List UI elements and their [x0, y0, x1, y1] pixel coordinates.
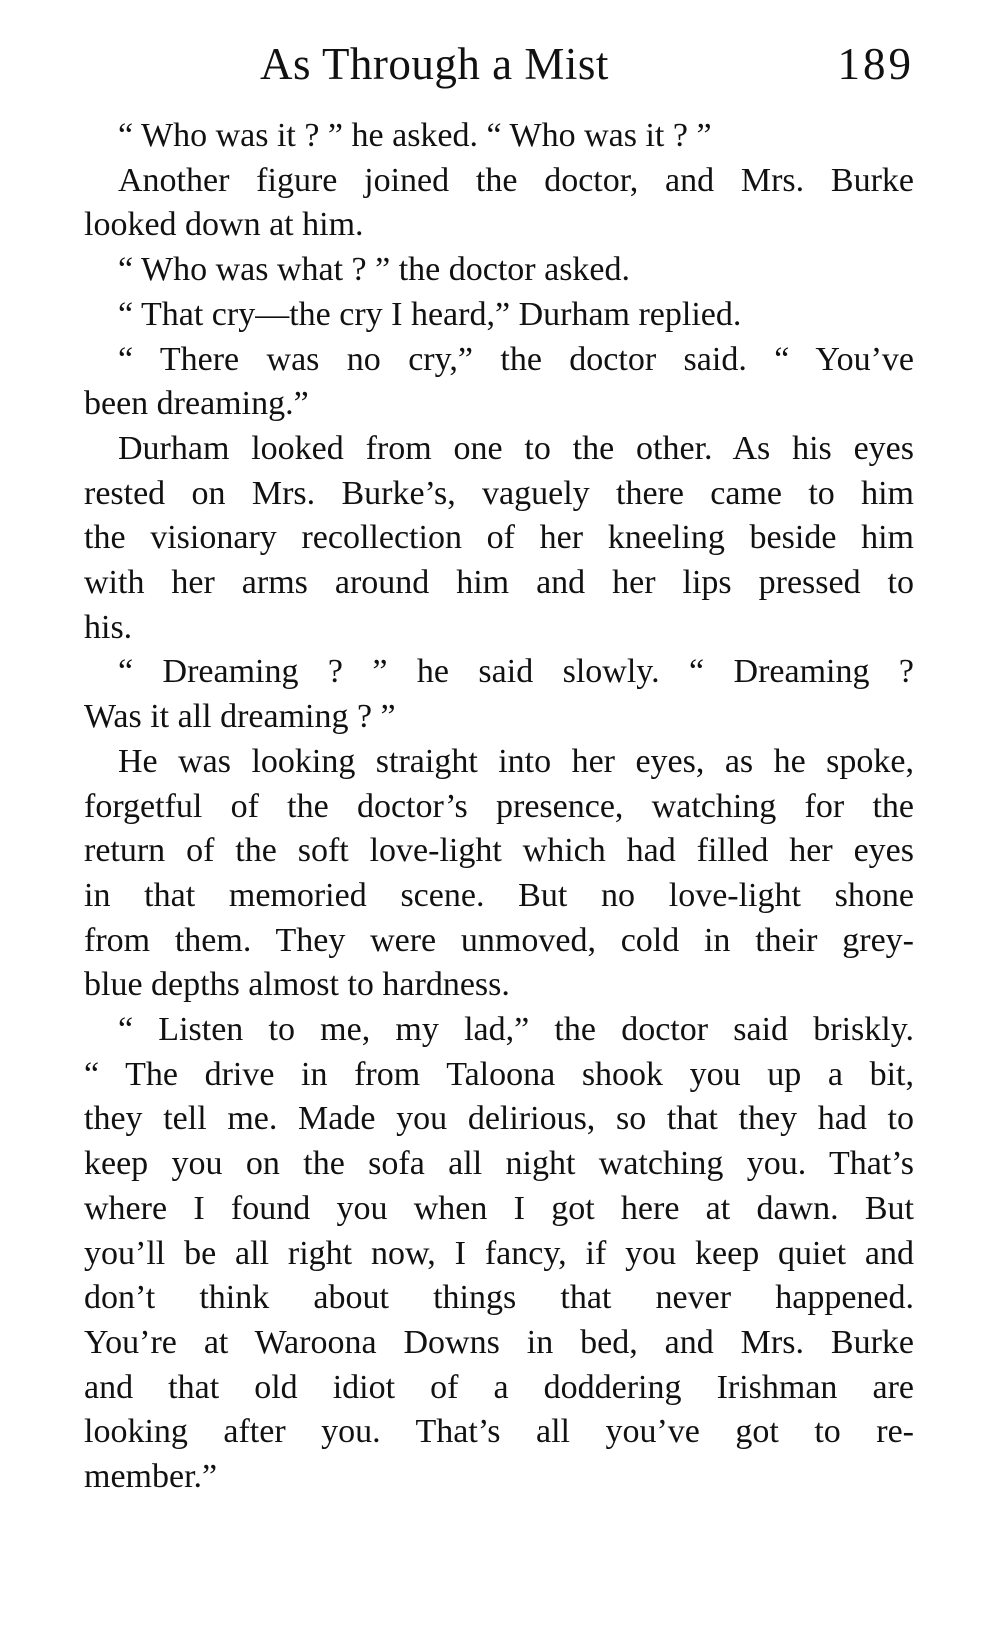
text-line: with her arms around him and her lips pressed to	[84, 564, 914, 602]
text-line: and that old idiot of a doddering Irishman are	[84, 1368, 914, 1406]
text-line: “ Who was what ? ” the doctor asked.	[118, 251, 631, 289]
text-line: keep you on the sofa all night watching you. That’s	[84, 1145, 914, 1183]
text-line: from them. They were unmoved, cold in their grey-	[84, 921, 914, 959]
text-line: where I found you when I got here at dawn. But	[84, 1189, 914, 1227]
text-line: Was it all dreaming ? ”	[84, 698, 396, 736]
text-line: rested on Mrs. Burke’s, vaguely there came to him	[84, 474, 914, 512]
text-line: “ Dreaming ? ” he said slowly. “ Dreaming ?	[118, 653, 914, 691]
text-line: been dreaming.”	[84, 385, 309, 423]
page-number: 189	[837, 39, 914, 89]
text-line: forgetful of the doctor’s presence, watching for the	[84, 787, 914, 825]
text-line: don’t think about things that never happened.	[84, 1279, 914, 1317]
paragraph	[48, 248, 914, 293]
paragraph	[48, 650, 914, 739]
text-line: looked down at him.	[84, 206, 364, 244]
text-line: You’re at Waroona Downs in bed, and Mrs. Burke	[84, 1323, 914, 1361]
paragraph	[48, 159, 914, 248]
text-line: his.	[84, 608, 133, 646]
text-line: you’ll be all right now, I fancy, if you keep quiet and	[84, 1234, 914, 1272]
paragraph	[48, 427, 914, 651]
text-line: in that memoried scene. But no love-light shone	[84, 876, 914, 914]
text-line: “ Who was it ? ” he asked. “ Who was it ? ”	[118, 117, 712, 154]
text-line: looking after you. That’s all you’ve got to re-	[84, 1413, 914, 1451]
paragraph	[48, 293, 914, 338]
text-line: Durham looked from one to the other. As his eyes	[118, 429, 914, 467]
text-line: the visionary recollection of her kneeling beside him	[84, 519, 914, 557]
text-line: He was looking straight into her eyes, as he spoke,	[118, 742, 914, 780]
paragraph	[48, 740, 914, 1008]
text-line: Another figure joined the doctor, and Mrs. Burke	[118, 161, 914, 199]
text-line: “ The drive in from Taloona shook you up a bit,	[84, 1055, 914, 1093]
text-line: member.”	[84, 1458, 218, 1496]
running-title: As Through a Mist	[260, 39, 609, 89]
running-head	[48, 32, 914, 96]
text-line: “ There was no cry,” the doctor said. “ You’ve	[118, 340, 914, 378]
text-line: “ Listen to me, my lad,” the doctor said briskly.	[118, 1011, 914, 1049]
paragraph	[48, 338, 914, 427]
body-text	[48, 114, 914, 1500]
text-line: return of the soft love-light which had filled her eyes	[84, 832, 914, 870]
paragraph	[48, 1008, 914, 1500]
text-line: they tell me. Made you delirious, so that they had to	[84, 1100, 914, 1138]
text-line: blue depths almost to hardness.	[84, 966, 510, 1004]
paragraph	[48, 114, 914, 159]
text-line: “ That cry—the cry I heard,” Durham replied.	[118, 295, 742, 333]
